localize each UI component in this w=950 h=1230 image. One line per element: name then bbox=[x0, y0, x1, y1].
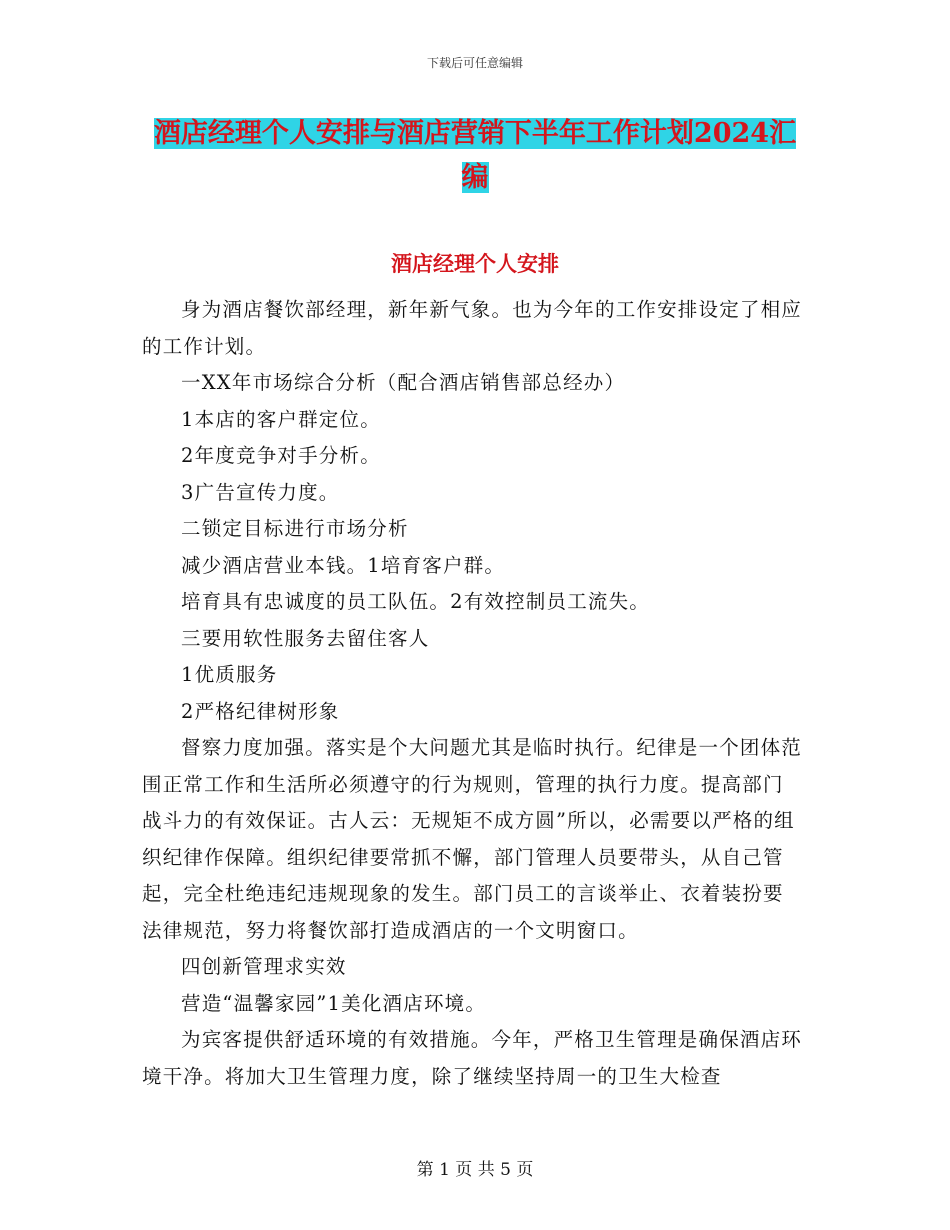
document-title bbox=[140, 112, 810, 200]
paragraph: 减少酒店营业本钱。1培育客户群。 bbox=[181, 553, 506, 577]
section-title: 酒店经理个人安排 bbox=[391, 251, 559, 276]
page-footer: 第 1 页 共 5 页 bbox=[416, 1160, 534, 1180]
title-line-2: 编 bbox=[461, 162, 489, 193]
paragraph: 督察力度加强。落实是个大问题尤其是临时执行。纪律是一个团体范围正常工作和生活所必须遵守的行为规则，管理的执行力度。提高部门战斗力的有效保证。古人云：无规矩不成方圆”所以，必需要以严格的组织纪律作保障。组织纪律要常抓不懈，部门管理人员要带头，从自己管起，完全杜绝违纪违规现象的发生。部门员工的言谈举止、衣着装扮要法律规范，努力将餐饮部打造成酒店的一个文明窗口。 bbox=[142, 736, 803, 942]
paragraph: 二锁定目标进行市场分析 bbox=[181, 517, 409, 540]
paragraph: 为宾客提供舒适环境的有效措施。今年，严格卫生管理是确保酒店环境干净。将加大卫生管理力度，除了继续坚持周一的卫生大检查 bbox=[142, 1028, 803, 1088]
paragraph: 培育具有忠诚度的员工队伍。2有效控制员工流失。 bbox=[181, 590, 651, 613]
header-note: 下载后可任意编辑 bbox=[426, 56, 523, 70]
paragraph: 身为酒店餐饮部经理，新年新气象。也为今年的工作安排设定了相应的工作计划。 bbox=[142, 298, 803, 358]
paragraph: 3广告宣传力度。 bbox=[181, 480, 340, 504]
paragraph: 营造“温馨家园”1美化酒店环境。 bbox=[181, 991, 487, 1015]
paragraph: 2严格纪律树形象 bbox=[181, 699, 340, 723]
paragraph: 三要用软性服务去留住客人 bbox=[181, 626, 430, 650]
paragraph: 1本店的客户群定位。 bbox=[181, 407, 381, 431]
title-line-1: 酒店经理个人安排与酒店营销下半年工作计划2024汇 bbox=[153, 118, 797, 149]
paragraph: 一XX年市场综合分析（配合酒店销售部总经办） bbox=[181, 371, 626, 394]
paragraph: 四创新管理求实效 bbox=[181, 955, 347, 978]
paragraph: 2年度竞争对手分析。 bbox=[181, 444, 381, 467]
paragraph: 1优质服务 bbox=[181, 663, 278, 686]
body-text bbox=[142, 292, 804, 1095]
